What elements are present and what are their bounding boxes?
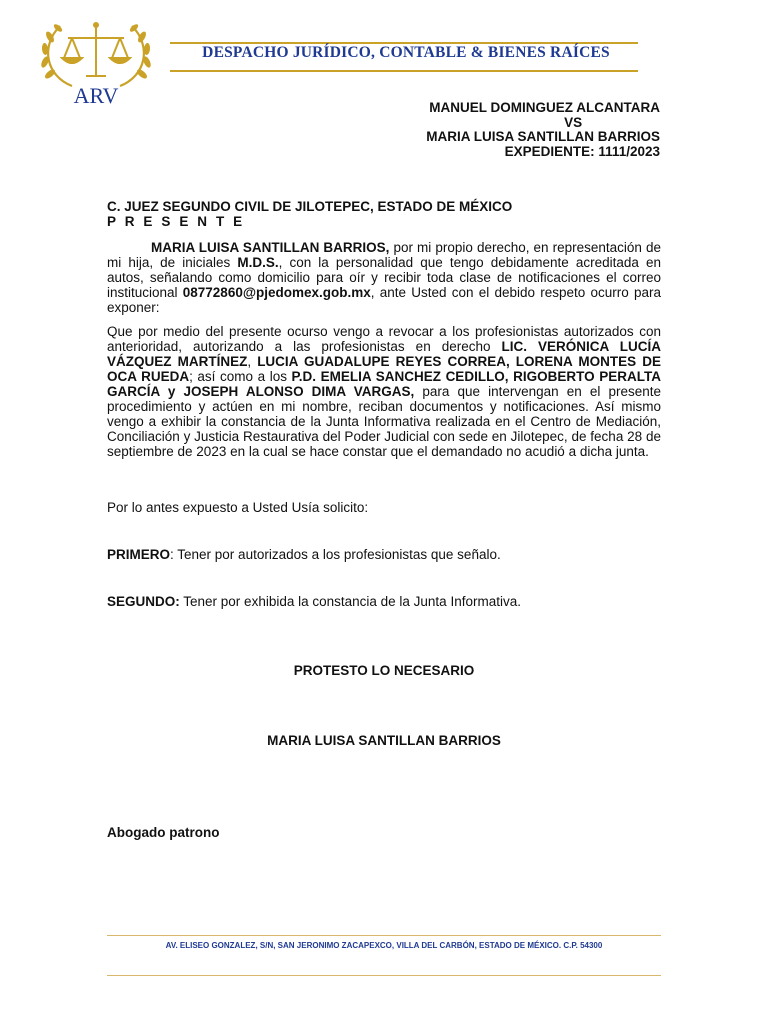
addressee: [107, 199, 661, 229]
header-rule-bottom: [170, 70, 638, 72]
minor-initials: M.D.S.: [237, 255, 279, 270]
petition-text: Tener por exhibida la constancia de la Junta Informativa.: [179, 594, 521, 609]
firm-logo: [32, 16, 160, 108]
petition-first: [107, 547, 661, 562]
petitioner-name: MARIA LUISA SANTILLAN BARRIOS,: [151, 240, 390, 255]
authorization-paragraph: [107, 324, 661, 459]
plaintiff-name: MANUEL DOMINGUEZ ALCANTARA: [429, 100, 660, 115]
footer-rule-bottom: [107, 975, 661, 976]
paragraph-text: Que por medio del presente ocurso vengo a revocar a los profesionistas autorizados con anterioridad, autorizando a las profesionistas en derecho: [107, 324, 661, 354]
intro-paragraph: [107, 240, 661, 315]
logo-text: ARV: [73, 83, 119, 108]
institutional-email: 08772860@pjedomex.gob.mx: [182, 285, 371, 300]
case-number: EXPEDIENTE: 1111/2023: [504, 143, 660, 159]
judge-line: C. JUEZ SEGUNDO CIVIL DE JILOTEPEC, ESTADO DE MÉXICO: [107, 199, 513, 214]
paragraph-text: ; así como a los: [189, 369, 292, 384]
attorney-label: Abogado patrono: [107, 825, 220, 840]
request-intro: Por lo antes expuesto a Usted Usía solicito:: [107, 500, 369, 515]
petition-text: : Tener por autorizados a los profesionistas que señalo.: [170, 547, 501, 562]
case-caption: [426, 101, 660, 159]
firm-name: DESPACHO JURÍDICO, CONTABLE & BIENES RAÍCES: [202, 44, 610, 61]
authorized-lawyers: LUCIA GUADALUPE REYES CORREA, LORENA MONTES DE OCA RUEDA: [107, 354, 661, 384]
footer-rule-top: [107, 935, 661, 936]
authorized-trainees: P.D. EMELIA SANCHEZ CEDILLO, RIGOBERTO PERALTA GARCÍA y JOSEPH ALONSO DIMA VARGAS,: [107, 369, 661, 399]
paragraph-text: , con la personalidad que tengo debidamente acreditada en autos, señalando como domicilio para oír y recibir toda clase de notificaciones el correo institucional: [107, 255, 661, 300]
presente-line: P R E S E N T E: [107, 214, 245, 229]
paragraph-text: para que intervengan en el presente procedimiento y actúen en mi nombre, reciban documentos y notificaciones. Así mismo vengo a exhibir la constancia de la Junta Informativa realizada en el Centro de Mediación, Conciliación y Justicia Restaurativa del Poder Judicial con sede en Jilotepec, de fecha 28 de septiembre de 2023 en la cual se hace constar que el demandado no acudió a dicha junta.: [107, 384, 661, 459]
paragraph-text: , ante Usted con el debido respeto ocurro para exponer:: [107, 285, 661, 315]
defendant-name: MARIA LUISA SANTILLAN BARRIOS: [426, 129, 660, 144]
paragraph-text: por mi propio derecho, en representación de mi hija, de iniciales: [107, 240, 661, 270]
authorized-lawyer: LIC. VERÓNICA LUCÍA VÁZQUEZ MARTÍNEZ: [107, 339, 662, 369]
petition-second: [107, 594, 661, 609]
footer-address: AV. ELISEO GONZALEZ, S/N, SAN JERONIMO ZACAPEXCO, VILLA DEL CARBÓN, ESTADO DE MÉXICO. C.P. 54300: [165, 941, 603, 950]
scales-of-justice-icon: [32, 16, 160, 108]
protesto-line: PROTESTO LO NECESARIO: [293, 663, 475, 678]
petition-label: PRIMERO: [107, 547, 171, 562]
versus-label: VS: [564, 114, 583, 130]
paragraph-text: ,: [247, 354, 258, 369]
signer-name: MARIA LUISA SANTILLAN BARRIOS: [267, 733, 501, 748]
petition-label: SEGUNDO:: [107, 594, 180, 609]
